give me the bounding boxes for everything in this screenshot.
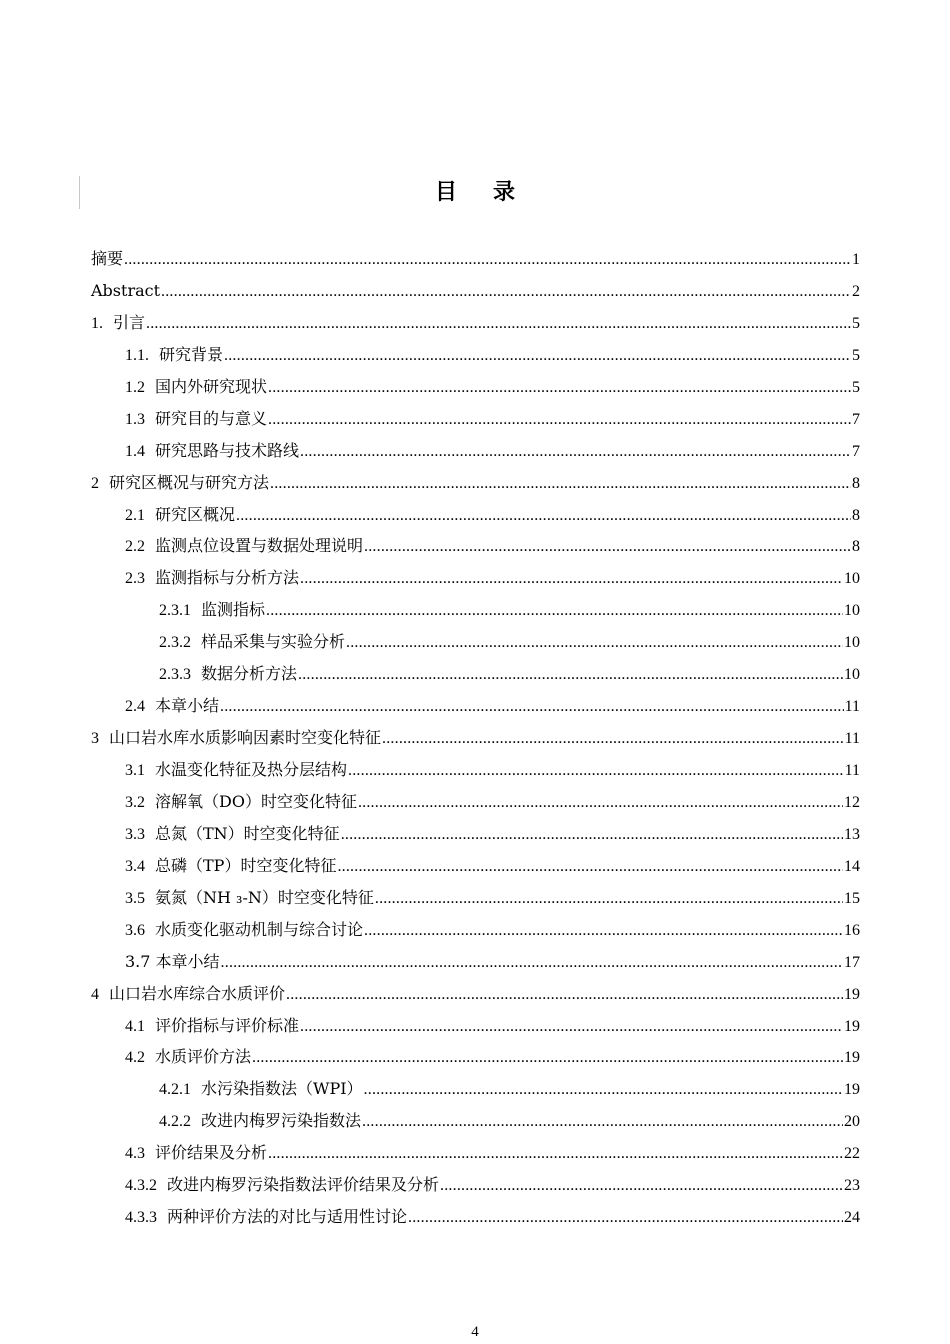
toc-entry-title: 研究区概况与研究方法 (109, 472, 270, 492)
toc-entry-number: 4 (91, 985, 99, 1003)
toc-entry[interactable] (91, 499, 860, 531)
toc-entry-number: 2.3 (125, 570, 145, 588)
toc-entry-number: 4.3.3 (125, 1209, 157, 1227)
toc-entry-number: 4.3.2 (125, 1177, 157, 1195)
toc-entry[interactable] (91, 818, 860, 850)
toc-dot-leader (252, 1042, 843, 1074)
toc-dot-leader (346, 627, 843, 659)
toc-entry-number: 4.2 (125, 1049, 145, 1067)
toc-entry-page: 10 (844, 666, 860, 684)
toc-entry-page: 10 (844, 570, 860, 588)
toc-dot-leader (382, 723, 844, 755)
toc-entry-page: 8 (852, 538, 860, 556)
toc-entry-page: 13 (844, 825, 860, 843)
toc-entry[interactable] (91, 1137, 860, 1169)
toc-entry[interactable] (91, 435, 860, 467)
toc-dot-leader (300, 436, 851, 468)
toc-entry[interactable] (91, 371, 860, 403)
toc-entry-page: 2 (852, 282, 860, 300)
toc-entry-page: 19 (844, 1081, 860, 1099)
toc-dot-leader (124, 244, 851, 276)
toc-entry-title: 国内外研究现状 (155, 376, 268, 396)
toc-entry[interactable] (91, 978, 860, 1010)
toc-entry-page: 10 (844, 634, 860, 652)
toc-dot-leader (364, 915, 843, 947)
toc-entry-number: 3.2 (125, 793, 145, 811)
toc-entry-number: 4.3 (125, 1145, 145, 1163)
toc-dot-leader (268, 404, 851, 436)
table-of-contents (91, 243, 860, 1233)
toc-entry-page: 17 (844, 953, 860, 971)
toc-entry-page: 11 (844, 762, 860, 779)
toc-entry-title: 评价结果及分析 (155, 1143, 268, 1163)
toc-entry-title: 水质评价方法 (155, 1047, 252, 1067)
toc-dot-leader (362, 1106, 843, 1138)
toc-dot-leader (266, 595, 843, 627)
toc-entry-title: 总磷（TP）时空变化特征 (155, 855, 337, 875)
toc-entry-title: Abstract (91, 280, 161, 300)
toc-entry[interactable] (91, 530, 860, 562)
toc-entry-title: 水污染指数法（WPI） (201, 1079, 363, 1099)
toc-entry[interactable] (91, 243, 860, 275)
toc-entry-title: 评价指标与评价标准 (155, 1015, 300, 1035)
toc-dot-leader (268, 1138, 843, 1170)
toc-entry-title: 两种评价方法的对比与适用性讨论 (167, 1207, 408, 1227)
toc-entry-number: 2.3.3 (159, 666, 191, 684)
toc-dot-leader (161, 276, 851, 308)
toc-entry-number: 3.6 (125, 921, 145, 939)
toc-dot-leader (300, 1011, 843, 1043)
toc-entry-title: 山口岩水库综合水质评价 (109, 983, 286, 1003)
toc-entry-title: 溶解氧（DO）时空变化特征 (155, 791, 357, 811)
toc-dot-leader (358, 787, 843, 819)
toc-entry-page: 23 (844, 1177, 860, 1195)
toc-dot-leader (146, 308, 851, 340)
toc-entry[interactable] (91, 307, 860, 339)
toc-dot-leader (300, 563, 843, 595)
toc-entry-title: 摘要 (91, 249, 124, 268)
toc-entry[interactable] (91, 467, 860, 499)
toc-entry[interactable] (91, 1169, 860, 1201)
toc-entry-number: 3 (91, 730, 99, 748)
toc-entry-title: 氨氮（NH ₃-N）时空变化特征 (155, 887, 374, 907)
toc-entry-number: 4.1 (125, 1017, 145, 1035)
toc-entry-title: 水温变化特征及热分层结构 (155, 760, 348, 779)
toc-entry-page: 24 (844, 1209, 860, 1227)
toc-entry[interactable] (91, 850, 860, 882)
toc-entry-title: 监测点位设置与数据处理说明 (155, 536, 364, 556)
toc-entry-number: 1.4 (125, 442, 145, 460)
toc-entry-page: 22 (844, 1145, 860, 1163)
toc-dot-leader (440, 1170, 843, 1202)
toc-entry-page: 5 (852, 378, 860, 396)
toc-entry-number: 1.1. (125, 346, 149, 364)
toc-entry[interactable] (91, 658, 860, 690)
toc-dot-leader (270, 468, 851, 500)
toc-dot-leader (364, 1074, 843, 1106)
toc-entry-title: 3.7 本章小结 (125, 951, 220, 971)
toc-dot-leader (286, 979, 843, 1011)
toc-entry-title: 本章小结 (155, 696, 220, 716)
toc-entry-title: 研究背景 (159, 344, 224, 364)
toc-entry-number: 2.2 (125, 538, 145, 556)
toc-entry[interactable] (91, 1073, 860, 1105)
toc-entry[interactable] (91, 1010, 860, 1042)
toc-dot-leader (236, 500, 851, 532)
toc-entry-title: 研究目的与意义 (155, 408, 268, 428)
toc-entry-page: 19 (844, 1049, 860, 1067)
toc-entry-title: 样品采集与实验分析 (201, 632, 346, 652)
toc-dot-leader (268, 372, 851, 404)
toc-entry[interactable] (91, 690, 860, 722)
toc-entry[interactable] (91, 339, 860, 371)
toc-entry-page: 7 (852, 410, 860, 428)
toc-entry-title: 监测指标 (201, 600, 266, 620)
toc-entry-page: 20 (844, 1113, 860, 1131)
toc-entry-title: 改进内梅罗污染指数法 (201, 1111, 362, 1131)
toc-entry[interactable] (91, 403, 860, 435)
toc-entry-number: 2 (91, 474, 99, 492)
toc-entry-number: 1.2 (125, 378, 145, 396)
toc-dot-leader (337, 851, 843, 883)
toc-entry-page: 1 (852, 251, 860, 268)
toc-entry-title: 引言 (113, 312, 146, 332)
toc-entry-page: 16 (844, 921, 860, 939)
toc-entry-number: 2.3.2 (159, 634, 191, 652)
toc-entry-number: 2.3.1 (159, 602, 191, 620)
toc-entry-page: 11 (844, 698, 860, 716)
toc-entry[interactable] (91, 882, 860, 914)
page-number: 4 (471, 1324, 479, 1340)
toc-entry-title: 数据分析方法 (201, 664, 298, 684)
toc-entry-number: 3.1 (125, 762, 145, 779)
toc-dot-leader (408, 1202, 843, 1234)
toc-entry-page: 19 (844, 985, 860, 1003)
toc-entry-page: 8 (852, 506, 860, 524)
toc-entry[interactable] (91, 626, 860, 658)
toc-dot-leader (341, 819, 843, 851)
toc-entry[interactable] (91, 1105, 860, 1137)
toc-dot-leader (364, 531, 851, 563)
toc-entry[interactable] (91, 594, 860, 626)
toc-entry-number: 2.4 (125, 698, 145, 716)
toc-entry-page: 5 (852, 346, 860, 364)
toc-dot-leader (348, 755, 844, 787)
toc-entry-title: 监测指标与分析方法 (155, 568, 300, 588)
toc-entry-number: 1.3 (125, 410, 145, 428)
toc-entry-number: 4.2.2 (159, 1113, 191, 1131)
toc-entry-page: 14 (844, 857, 860, 875)
toc-entry-page: 8 (852, 474, 860, 492)
toc-entry-page: 7 (852, 442, 860, 460)
toc-entry[interactable] (91, 275, 860, 307)
toc-entry-page: 11 (844, 730, 860, 748)
toc-entry-page: 10 (844, 602, 860, 620)
toc-entry[interactable] (91, 1041, 860, 1073)
toc-entry[interactable] (91, 946, 860, 978)
toc-entry-number: 2.1 (125, 506, 145, 524)
toc-dot-leader (375, 883, 843, 915)
toc-entry-page: 19 (844, 1017, 860, 1035)
toc-title: 目录 (434, 180, 551, 205)
toc-entry-number: 3.4 (125, 857, 145, 875)
toc-entry-page: 15 (844, 889, 860, 907)
toc-entry[interactable] (91, 914, 860, 946)
toc-entry-title: 山口岩水库水质影响因素时空变化特征 (109, 728, 382, 748)
toc-entry-page: 5 (852, 314, 860, 332)
toc-entry-page: 12 (844, 793, 860, 811)
toc-entry-title: 研究区概况 (155, 504, 236, 524)
toc-entry[interactable] (91, 754, 860, 786)
toc-dot-leader (298, 659, 843, 691)
toc-entry-title: 水质变化驱动机制与综合讨论 (155, 919, 364, 939)
toc-entry[interactable] (91, 1201, 860, 1233)
toc-entry-title: 研究思路与技术路线 (155, 440, 300, 460)
toc-entry[interactable] (91, 562, 860, 594)
toc-entry-title: 改进内梅罗污染指数法评价结果及分析 (167, 1175, 440, 1195)
toc-entry[interactable] (91, 786, 860, 818)
toc-dot-leader (221, 947, 843, 979)
toc-entry-title: 总氮（TN）时空变化特征 (155, 823, 340, 843)
toc-dot-leader (224, 340, 851, 372)
toc-dot-leader (220, 691, 844, 723)
toc-entry[interactable] (91, 722, 860, 754)
toc-entry-number: 1. (91, 314, 103, 332)
toc-entry-number: 4.2.1 (159, 1081, 191, 1099)
toc-entry-number: 3.5 (125, 889, 145, 907)
toc-entry-number: 3.3 (125, 825, 145, 843)
